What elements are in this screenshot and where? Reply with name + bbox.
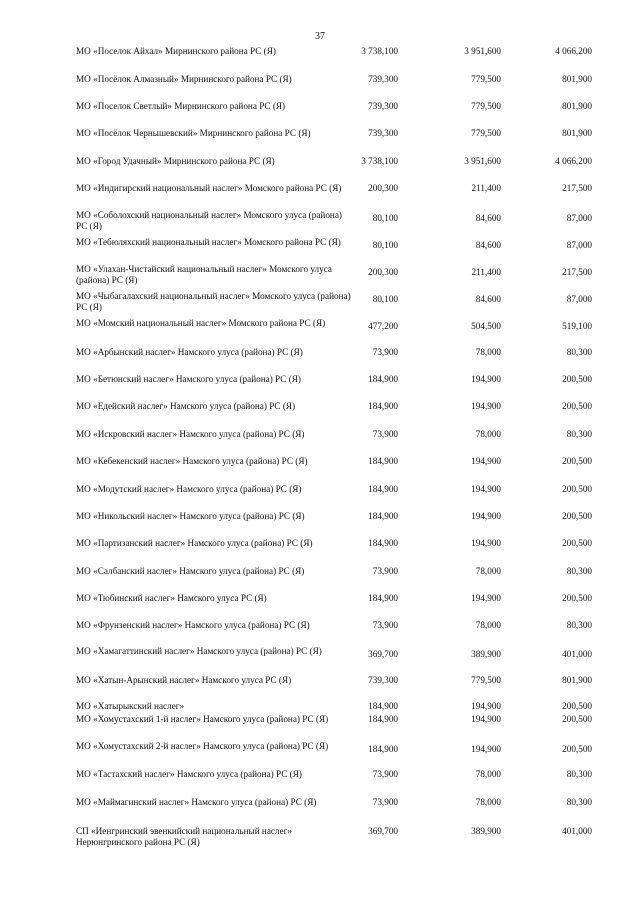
value-year-3: 519,100	[562, 321, 592, 331]
row-name: МО «Партизанский наслег» Намского улуса (района) РС (Я)	[76, 538, 313, 548]
value-year-1: 477,200	[368, 321, 398, 331]
row-name: МО «Искровский наслег» Намского улуса (района) РС (Я)	[76, 429, 305, 439]
value-year-3: 200,500	[562, 401, 592, 411]
row-name: МО «Соболохский национальный наслег» Момского улуса (района) РС (Я)	[76, 210, 342, 232]
value-year-1: 184,900	[368, 401, 398, 411]
value-year-2: 78,000	[475, 620, 501, 630]
row-name: МО «Индигирский национальный наслег» Момского района РС (Я)	[76, 183, 342, 193]
value-year-2: 194,900	[471, 374, 501, 384]
row-name: МО «Хомустахский 1-й наслег» Намского улуса (района) РС (Я)	[76, 714, 329, 724]
row-name: МО «Салбанский наслег» Намского улуса (района) РС (Я)	[76, 566, 305, 576]
row-name: МО «Едейский наслег» Намского улуса (района) РС (Я)	[76, 401, 296, 411]
row-name: МО «Улахан-Чистайский национальный наслег» Момского улуса (района) РС (Я)	[76, 264, 332, 286]
value-year-3: 200,500	[562, 538, 592, 548]
value-year-2: 84,600	[475, 213, 501, 223]
value-year-2: 78,000	[475, 347, 501, 357]
value-year-3: 87,000	[566, 213, 592, 223]
value-year-1: 3 738,100	[361, 156, 398, 166]
value-year-2: 194,900	[471, 538, 501, 548]
value-year-2: 194,900	[471, 401, 501, 411]
value-year-2: 194,900	[471, 456, 501, 466]
row-name: МО «Тастахский наслег» Намского улуса (района) РС (Я)	[76, 769, 302, 779]
value-year-1: 73,900	[372, 769, 398, 779]
value-year-1: 80,100	[372, 294, 398, 304]
value-year-2: 779,500	[471, 101, 501, 111]
value-year-3: 200,500	[562, 511, 592, 521]
value-year-1: 80,100	[372, 240, 398, 250]
value-year-2: 194,900	[471, 701, 501, 711]
value-year-3: 80,300	[566, 429, 592, 439]
value-year-3: 200,500	[562, 701, 592, 711]
value-year-3: 801,900	[562, 74, 592, 84]
value-year-3: 80,300	[566, 620, 592, 630]
row-name: МО «Поселок Светлый» Мирнинского района РС (Я)	[76, 101, 286, 111]
row-name: СП «Иенгринский эвенкийский национальный наслег» Нерюнгринского района РС (Я)	[76, 826, 293, 848]
row-name: МО «Модутский наслег» Намского улуса (района) РС (Я)	[76, 484, 302, 494]
row-name: МО «Посёлок Алмазный» Мирнинского района РС (Я)	[76, 74, 292, 84]
value-year-2: 504,500	[471, 321, 501, 331]
value-year-3: 200,500	[562, 374, 592, 384]
value-year-2: 3 951,600	[464, 156, 501, 166]
row-name: МО «Маймагинский наслег» Намского улуса (района) РС (Я)	[76, 797, 317, 807]
row-name: МО «Хамагаттинский наслег» Намского улуса (района) РС (Я)	[76, 646, 322, 656]
value-year-3: 200,500	[562, 593, 592, 603]
value-year-2: 194,900	[471, 511, 501, 521]
value-year-1: 739,300	[368, 675, 398, 685]
value-year-2: 78,000	[475, 429, 501, 439]
value-year-2: 194,900	[471, 744, 501, 754]
value-year-3: 401,000	[562, 826, 592, 836]
value-year-1: 184,900	[368, 538, 398, 548]
value-year-2: 78,000	[475, 797, 501, 807]
value-year-3: 200,500	[562, 744, 592, 754]
value-year-2: 78,000	[475, 769, 501, 779]
value-year-1: 73,900	[372, 797, 398, 807]
value-year-3: 80,300	[566, 566, 592, 576]
value-year-1: 184,900	[368, 511, 398, 521]
value-year-1: 739,300	[368, 128, 398, 138]
value-year-1: 739,300	[368, 74, 398, 84]
value-year-3: 200,500	[562, 456, 592, 466]
value-year-3: 200,500	[562, 484, 592, 494]
value-year-1: 184,900	[368, 701, 398, 711]
value-year-1: 184,900	[368, 484, 398, 494]
row-name: МО «Бетюнский наслег» Намского улуса (района) РС (Я)	[76, 374, 301, 384]
row-name: МО «Хомустахский 2-й наслег» Намского улуса (района) РС (Я)	[76, 741, 329, 751]
value-year-3: 80,300	[566, 797, 592, 807]
row-name: МО «Город Удачный» Мирнинского района РС (Я)	[76, 156, 275, 166]
value-year-1: 184,900	[368, 744, 398, 754]
page-number: 37	[315, 31, 325, 42]
value-year-2: 78,000	[475, 566, 501, 576]
value-year-3: 4 066,200	[555, 46, 592, 56]
value-year-1: 184,900	[368, 374, 398, 384]
value-year-3: 80,300	[566, 347, 592, 357]
value-year-3: 217,500	[562, 267, 592, 277]
value-year-1: 3 738,100	[361, 46, 398, 56]
value-year-3: 87,000	[566, 294, 592, 304]
value-year-1: 73,900	[372, 620, 398, 630]
row-name: МО «Кебекенский наслег» Намского улуса (района) РС (Я)	[76, 456, 308, 466]
value-year-3: 4 066,200	[555, 156, 592, 166]
row-name: МО «Хатырыкский наслег»	[76, 701, 185, 711]
value-year-2: 389,900	[471, 649, 501, 659]
value-year-1: 184,900	[368, 714, 398, 724]
row-name: МО «Фрунзенский наслег» Намского улуса (района) РС (Я)	[76, 620, 310, 630]
value-year-1: 73,900	[372, 429, 398, 439]
value-year-2: 194,900	[471, 484, 501, 494]
value-year-1: 184,900	[368, 593, 398, 603]
value-year-3: 200,500	[562, 714, 592, 724]
value-year-3: 801,900	[562, 675, 592, 685]
value-year-1: 73,900	[372, 347, 398, 357]
value-year-1: 739,300	[368, 101, 398, 111]
value-year-1: 73,900	[372, 566, 398, 576]
value-year-1: 200,300	[368, 267, 398, 277]
value-year-2: 779,500	[471, 675, 501, 685]
row-name: МО «Момский национальный наслег» Момского района РС (Я)	[76, 318, 326, 328]
value-year-2: 84,600	[475, 240, 501, 250]
row-name: МО «Хатын-Арынский наслег» Намского улуса РС (Я)	[76, 675, 292, 685]
value-year-2: 84,600	[475, 294, 501, 304]
value-year-3: 87,000	[566, 240, 592, 250]
value-year-3: 801,900	[562, 101, 592, 111]
value-year-3: 80,300	[566, 769, 592, 779]
row-name: МО «Посёлок Чернышевский» Мирнинского района РС (Я)	[76, 128, 311, 138]
value-year-1: 184,900	[368, 456, 398, 466]
value-year-3: 401,000	[562, 649, 592, 659]
row-name: МО «Поселок Айхал» Мирнинского района РС (Я)	[76, 46, 276, 56]
value-year-3: 217,500	[562, 183, 592, 193]
value-year-2: 389,900	[471, 826, 501, 836]
row-name: МО «Никольский наслег» Намского улуса (района) РС (Я)	[76, 511, 305, 521]
value-year-2: 211,400	[471, 267, 501, 277]
value-year-2: 3 951,600	[464, 46, 501, 56]
value-year-2: 779,500	[471, 74, 501, 84]
row-name: МО «Тюбинский наслег» Намского улуса РС (Я)	[76, 593, 267, 603]
value-year-1: 369,700	[368, 649, 398, 659]
value-year-2: 211,400	[471, 183, 501, 193]
value-year-2: 779,500	[471, 128, 501, 138]
row-name: МО «Чыбагалахский национальный наслег» Момского улуса (района) РС (Я)	[76, 291, 351, 313]
value-year-3: 801,900	[562, 128, 592, 138]
value-year-1: 369,700	[368, 826, 398, 836]
value-year-2: 194,900	[471, 714, 501, 724]
value-year-1: 200,300	[368, 183, 398, 193]
row-name: МО «Арбынский наслег» Намского улуса (района) РС (Я)	[76, 347, 303, 357]
value-year-1: 80,100	[372, 213, 398, 223]
value-year-2: 194,900	[471, 593, 501, 603]
row-name: МО «Тебюляхский национальный наслег» Момского района РС (Я)	[76, 237, 341, 247]
